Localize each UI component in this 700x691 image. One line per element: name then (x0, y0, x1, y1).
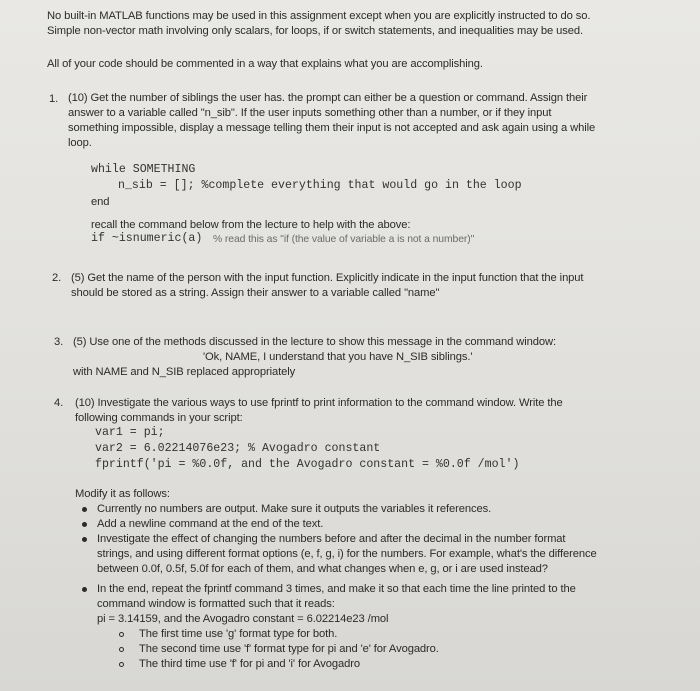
q4-bullet-4-line-2: command window is formatted such that it reads: (97, 598, 335, 610)
q4-sub-2: The second time use 'f' format type for pi and 'e' for Avogadro. (139, 643, 439, 655)
q2-line-2: should be stored as a string. Assign their answer to a variable called "name" (71, 287, 440, 299)
q4-bullet-3-line-3: between 0.0f, 0.5f, 5.0f for each of them, and what changes when e, g, or i are used instead? (97, 563, 548, 575)
bullet-dot (82, 507, 87, 512)
q4-code-fprintf: fprintf('pi = %0.0f, and the Avogadro constant = %0.0f /mol') (95, 458, 520, 471)
q4-bullet-4-line-1: In the end, repeat the fprintf command 3 times, and make it so that each time the line printed to the (97, 583, 576, 595)
q1-code-while: while SOMETHING (91, 163, 196, 176)
intro-line-2: Simple non-vector math involving only scalars, for loops, if or switch statements, and inequalities may be used. (47, 25, 584, 37)
q1-hint-comment: % read this as "if (the value of variable a is not a number)" (213, 234, 475, 245)
q4-bullet-4-line-3: pi = 3.14159, and the Avogadro constant = 6.02214e23 /mol (97, 613, 389, 625)
q4-bullet-3-line-1: Investigate the effect of changing the numbers before and after the decimal in the number format (97, 533, 566, 545)
q4-sub-3: The third time use 'f' for pi and 'i' for Avogadro (139, 658, 360, 670)
q4-bullet-1: Currently no numbers are output. Make sure it outputs the variables it references. (97, 503, 492, 515)
sub-bullet-circle (119, 662, 124, 667)
q1-line-2: answer to a variable called "n_sib". If the user inputs something other than a number, or if they input (68, 107, 552, 119)
q1-code-end: end (91, 196, 110, 208)
q4-modify: Modify it as follows: (75, 488, 170, 500)
q1-number: 1. (49, 93, 59, 105)
bullet-dot (82, 522, 87, 527)
bullet-dot (82, 537, 87, 542)
q3-number: 3. (54, 336, 64, 348)
q4-line-2: following commands in your script: (75, 412, 243, 424)
q1-recall: recall the command below from the lecture to help with the above: (91, 219, 411, 231)
q3-line-1: (5) Use one of the methods discussed in the lecture to show this message in the command window: (73, 336, 557, 348)
q4-code-var1: var1 = pi; (95, 426, 165, 439)
bullet-dot (82, 587, 87, 592)
q2-line-1: (5) Get the name of the person with the input function. Explicitly indicate in the input function that the input (71, 272, 584, 284)
q1-code-body: n_sib = []; %complete everything that would go in the loop (118, 179, 522, 192)
q1-line-4: loop. (68, 137, 92, 149)
sub-bullet-circle (119, 632, 124, 637)
intro-line-1: No built-in MATLAB functions may be used in this assignment except when you are explicitly instructed to do so. (47, 10, 591, 22)
q1-line-3: something impossible, display a message telling them their input is not accepted and ask again using a while (68, 122, 596, 134)
q3-line-3: with NAME and N_SIB replaced appropriately (73, 366, 296, 378)
q4-code-var2: var2 = 6.02214076e23; % Avogadro constant (95, 442, 381, 455)
q4-number: 4. (54, 397, 64, 409)
q4-bullet-3-line-2: strings, and using different format options (e, f, g, i) for the numbers. For example, what's the difference (97, 548, 597, 560)
q4-sub-1: The first time use 'g' format type for both. (139, 628, 338, 640)
q2-number: 2. (52, 272, 62, 284)
sub-bullet-circle (119, 647, 124, 652)
q1-hint-code: if ~isnumeric(a) (91, 232, 203, 245)
intro-line-3: All of your code should be commented in a way that explains what you are accomplishing. (47, 58, 483, 70)
q1-line-1: (10) Get the number of siblings the user has. the prompt can either be a question or command. Assign their (68, 92, 588, 104)
q3-message: 'Ok, NAME, I understand that you have N_SIB siblings.' (203, 351, 473, 363)
q4-line-1: (10) Investigate the various ways to use fprintf to print information to the command window. Write the (75, 397, 563, 409)
q4-bullet-2: Add a newline command at the end of the text. (97, 518, 324, 530)
